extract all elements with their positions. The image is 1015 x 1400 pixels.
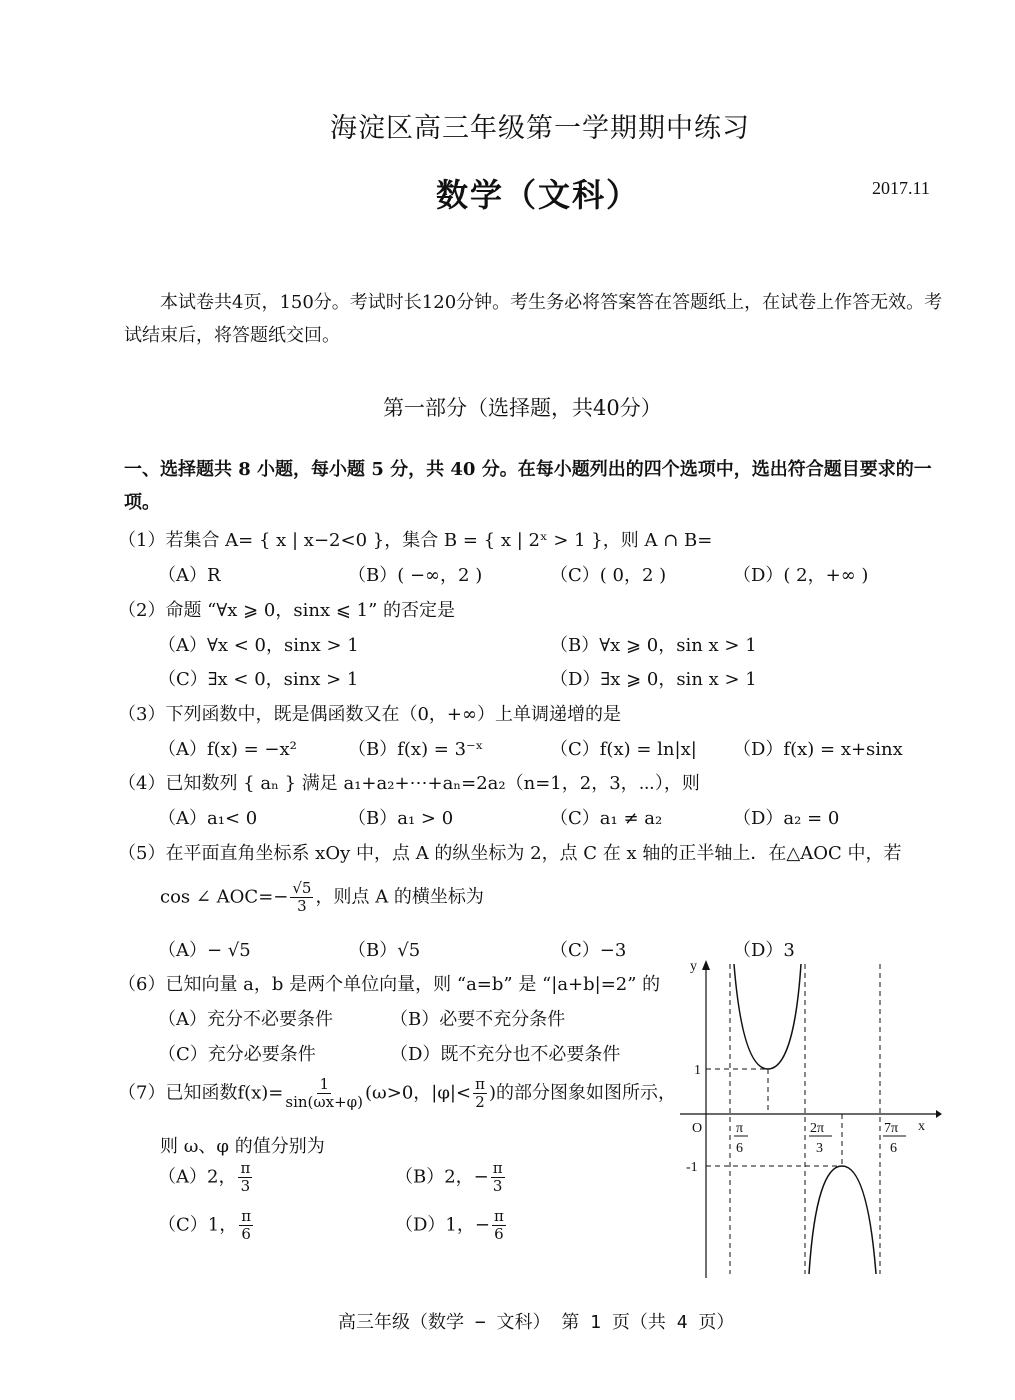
svg-text:2π: 2π [810,1121,825,1136]
y-tick-neg1: -1 [686,1160,698,1175]
y-axis-label: y [690,959,697,974]
q6-option-a: （A）充分不必要条件 [158,1009,333,1030]
part-title: 第一部分（选择题，共40分） [383,396,662,420]
q2-option-c: （C）∃x < 0，sinx > 1 [158,669,359,690]
q7-option-c: （C）1， $\frac{\pi}{6}$ [158,1207,252,1243]
question-1-stem: （1）若集合 A= { x | x−2<0 }，集合 B = { x | 2ˣ > 1 }，则 A ∩ B= [118,530,713,551]
q2-option-a: （A）∀x < 0，sinx > 1 [158,635,359,656]
question-5-stem-line2: cos ∠ AOC=− $\frac{√5}{3}$ ，则点 A 的横坐标为 [160,879,484,915]
y-axis-arrow [702,960,710,970]
q3-option-d: （D）f(x) = x+sinx [733,739,903,760]
upper-branch [734,964,801,1069]
page-footer: 高三年级（数学 − 文科） 第 1 页（共 4 页） [338,1312,735,1333]
phi-bound-fraction: $\frac{\pi}{2}$ [475,1075,485,1111]
question-5-stem: （5）在平面直角坐标系 xOy 中，点 A 的纵坐标为 2，点 C 在 x 轴的正半轴上．在△AOC 中，若 [118,843,902,864]
x-tick-7pi6 [883,1121,906,1156]
x-axis-label: x [918,1119,925,1134]
q2-option-b: （B）∀x ⩾ 0，sin x > 1 [550,635,757,656]
document-subtitle: 数学（文科） [436,176,641,214]
q4-option-a: （A）a₁< 0 [158,808,258,829]
question-4-stem: （4）已知数列 { aₙ } 满足 a₁+a₂+⋯+aₙ=2a₂（n=1，2，3，⋯），则 [118,773,700,794]
x-tick-2pi3 [809,1121,832,1156]
q4-option-c: （C）a₁ ≠ a₂ [550,808,663,829]
document-title: 海淀区高三年级第一学期期中练习 [330,113,750,144]
x-axis-arrow [936,1110,942,1118]
q3-option-a: （A）f(x) = −x² [158,739,297,760]
q3-option-b: （B）f(x) = 3⁻ˣ [348,739,484,760]
cos-fraction: $\frac{√5}{3}$ [292,879,312,915]
function-graph [672,958,942,1280]
x-tick-pi6 [734,1121,748,1156]
q5-option-c: （C）−3 [550,940,627,961]
lower-branch [809,1166,876,1274]
function-fraction: $\frac{1}{\sin(\omega x+\varphi)}$ [285,1075,364,1111]
q6-option-c: （C）充分必要条件 [158,1044,316,1065]
svg-text:6: 6 [890,1141,897,1156]
q2-option-d: （D）∃x ⩾ 0，sin x > 1 [550,669,757,690]
q7-option-a: （A）2， $\frac{\pi}{3}$ [158,1159,251,1195]
q1-option-c: （C）( 0，2 ) [550,565,667,586]
origin-label: O [692,1121,703,1136]
y-tick-1: 1 [694,1063,701,1078]
svg-text:π: π [736,1121,744,1136]
svg-text:7π: 7π [884,1121,899,1136]
section-title: 一、选择题共 8 小题，每小题 5 分，共 40 分。在每小题列出的四个选项中，选出符合题目要求的一项。 [124,459,932,513]
svg-text:6: 6 [736,1141,743,1156]
exam-date: 2017.11 [872,178,930,198]
q6-option-d: （D）既不充分也不必要条件 [390,1044,621,1065]
q1-option-a: （A）R [158,565,221,586]
q4-option-b: （B）a₁ > 0 [348,808,454,829]
question-3-stem: （3）下列函数中，既是偶函数又在（0，+∞）上单调递增的是 [118,704,621,725]
q1-option-b: （B）( −∞，2 ) [348,565,483,586]
q4-option-d: （D）a₂ = 0 [733,808,840,829]
q1-option-d: （D）( 2，+∞ ) [733,565,869,586]
q5-option-b: （B）√5 [348,940,421,961]
q3-option-c: （C）f(x) = ln|x| [550,739,697,760]
q7-option-d: （D）1，− $\frac{\pi}{6}$ [395,1207,504,1243]
svg-text:3: 3 [816,1141,823,1156]
q6-option-b: （B）必要不充分条件 [390,1009,566,1030]
q5-option-d: （D）3 [733,940,795,961]
question-6-stem: （6）已知向量 a，b 是两个单位向量，则 “a=b” 是 “|a+b|=2” 的 [118,974,661,995]
instructions: 本试卷共4页，150分。考试时长120分钟。考生务必将答案答在答题纸上，在试卷上作答无效。考试结束后，将答题纸交回。 [124,292,943,346]
question-2-stem: （2）命题 “∀x ⩾ 0，sinx ⩽ 1” 的否定是 [118,600,456,621]
question-7-stem-line2: 则 ω、φ 的值分别为 [160,1136,325,1157]
question-7-stem: （7）已知函数f(x)= $\frac{1}{\sin(\omega x+\varphi)}$ (ω>0，|φ|< $\frac{\pi}{2}$ )的部分图象如图所示， [118,1075,676,1111]
q7-option-b: （B）2，− $\frac{\pi}{3}$ [395,1159,503,1195]
q5-option-a: （A）− √5 [158,940,251,961]
